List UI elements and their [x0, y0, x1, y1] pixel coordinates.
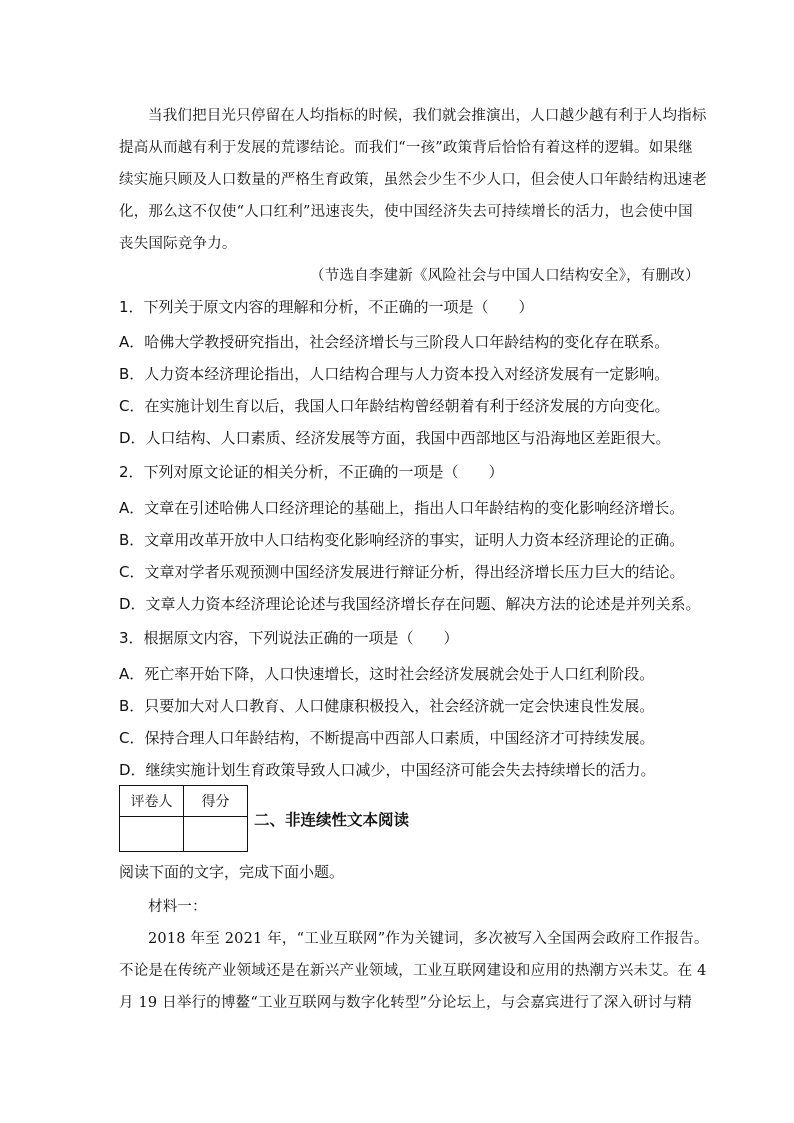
passage-line-1: 当我们把目光只停留在人均指标的时候，我们就会推演出，人口越少越有利于人均指标	[148, 108, 707, 124]
question-1-option-c: C．在实施计划生育以后，我国人口年龄结构曾经朝着有利于经济发展的方向变化。	[119, 397, 670, 415]
passage-source: （节选自李建新《风险社会与中国人口结构安全》，有删改）	[310, 268, 700, 284]
material-line-2: 不论是在传统产业领域还是在新兴产业领域，工业互联网建设和应用的热潮方兴未艾。在 4	[119, 963, 707, 979]
question-2-option-d: D．文章人力资本经济理论论述与我国经济增长存在问题、解决方法的论述是并列关系。	[119, 595, 701, 613]
question-1-option-d: D．人口结构、人口素质、经济发展等方面，我国中西部地区与沿海地区差距很大。	[119, 429, 671, 447]
question-3-option-a: A．死亡率开始下降，人口快速增长，这时社会经济发展就会处于人口红利阶段。	[119, 665, 655, 683]
question-3-stem: 3．根据原文内容，下列说法正确的一项是（ ）	[119, 629, 459, 647]
question-2-stem: 2．下列对原文论证的相关分析，不正确的一项是（ ）	[119, 463, 504, 481]
section-title: 二、非连续性文本阅读	[254, 811, 410, 829]
question-1-option-a: A．哈佛大学教授研究指出，社会经济增长与三阶段人口年龄结构的变化存在联系。	[119, 333, 670, 351]
section-instruction: 阅读下面的文字，完成下面小题。	[119, 863, 345, 881]
score-table	[119, 785, 248, 852]
question-3-option-d: D．继续实施计划生育政策导致人口减少，中国经济可能会失去持续增长的活力。	[119, 761, 656, 779]
score-header: 得分	[184, 786, 248, 817]
passage-line-2: 提高从而越有利于发展的荒谬结论。而我们“一孩”政策背后恰恰有着这样的逻辑。如果继	[119, 140, 693, 156]
question-1-stem: 1．下列关于原文内容的理解和分析，不正确的一项是（ ）	[119, 298, 534, 316]
question-3-option-c: C．保持合理人口年龄结构，不断提高中西部人口素质，中国经济才可持续发展。	[119, 729, 655, 747]
question-2-option-c: C．文章对学者乐观预测中国经济发展进行辩证分析，得出经济增长压力巨大的结论。	[119, 563, 685, 581]
passage-line-4: 化，那么这不仅使“人口红利”迅速丧失，使中国经济失去可持续增长的活力，也会使中国	[119, 204, 693, 220]
reviewer-cell[interactable]	[120, 817, 184, 852]
question-2-option-a: A．文章在引述哈佛人口经济理论的基础上，指出人口年龄结构的变化影响经济增长。	[119, 499, 685, 517]
question-2-option-b: B．文章用改革开放中人口结构变化影响经济的事实，证明人力资本经济理论的正确。	[119, 531, 685, 549]
question-1-option-b: B．人力资本经济理论指出，人口结构合理与人力资本投入对经济发展有一定影响。	[119, 365, 670, 383]
passage-line-5: 丧失国际竞争力。	[119, 236, 237, 252]
reviewer-header: 评卷人	[120, 786, 184, 817]
material-line-3: 月 19 日举行的博鳌“工业互联网与数字化转型”分论坛上，与会嘉宾进行了深入研讨与精	[119, 995, 692, 1011]
passage-line-3: 续实施只顾及人口数量的严格生育政策，虽然会少生不少人口，但会使人口年龄结构迅速老	[119, 172, 707, 188]
material-line-1: 2018 年至 2021 年，“工业互联网”作为关键词，多次被写入全国两会政府工作报告。	[148, 931, 709, 947]
score-cell[interactable]	[184, 817, 248, 852]
material-label: 材料一：	[148, 899, 207, 915]
question-3-option-b: B．只要加大对人口教育、人口健康积极投入，社会经济就一定会快速良性发展。	[119, 697, 655, 715]
